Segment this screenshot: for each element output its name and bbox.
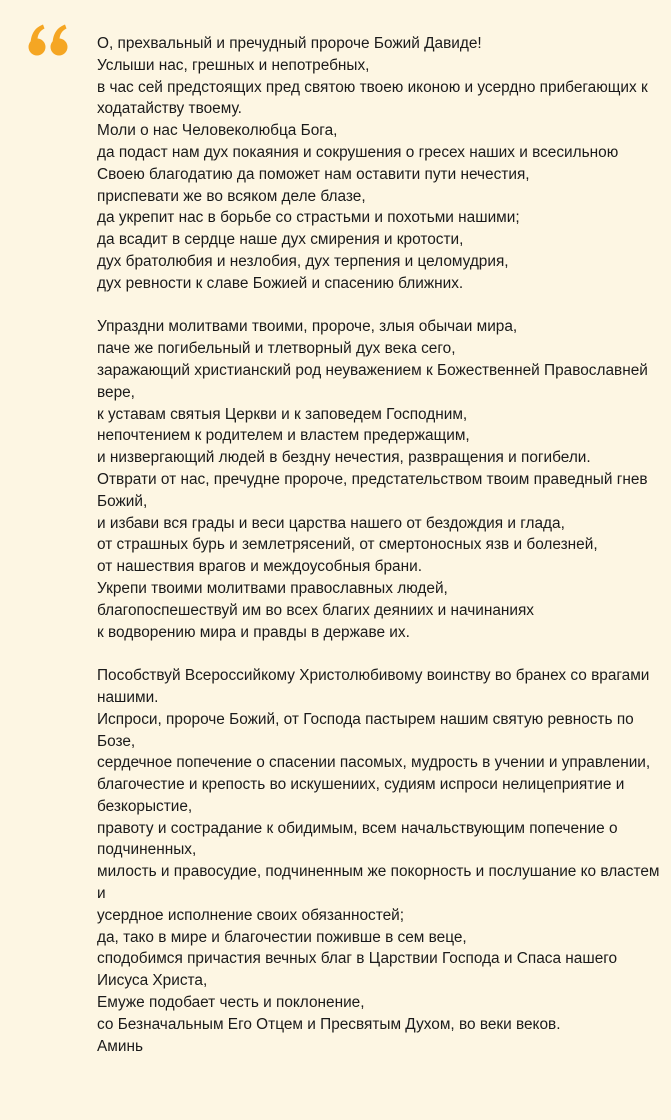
text-line: Испроси, пророче Божий, от Господа пастырем нашим святую ревность по Бозе, <box>97 710 634 750</box>
text-line: приспевати же во всяком деле блазе, <box>97 187 366 205</box>
text-line: дух братолюбия и незлобия, дух терпения и целомудрия, <box>97 252 509 270</box>
text-line: сподобимся причастия вечных благ в Царствии Господа и Спаса нашего Иисуса Христа, <box>97 950 618 990</box>
text-line: Укрепи твоими молитвами православных людей, <box>97 579 448 597</box>
text-line: Аминь <box>97 1037 143 1055</box>
quote-mark-icon <box>26 10 74 58</box>
text-line: Услыши нас, грешных и непотребных, <box>97 56 370 74</box>
prayer-text <box>97 33 667 1057</box>
text-line: да всадит в сердце наше дух смирения и кротости, <box>97 231 464 249</box>
text-line: к водворению мира и правды в державе их. <box>97 623 410 641</box>
text-line: дух ревности к славе Божией и спасению ближних. <box>97 274 464 292</box>
text-line: Моли о нас Человеколюбца Бога, <box>97 122 338 140</box>
stanza <box>97 316 667 643</box>
text-line: благочестие и крепость во искушениих, судиям испроси нелицеприятие и безкорыстие, <box>97 776 625 815</box>
stanza <box>97 665 667 1057</box>
text-line: да, тако в мире и благочестии поживше в сем веце, <box>97 928 467 946</box>
text-line: да укрепит нас в борьбе со страстьми и похотьми нашими; <box>97 209 520 227</box>
text-line: правоту и сострадание к обидимым, всем начальствующим попечение о подчиненных, <box>97 819 618 859</box>
text-line: непочтением к родителем и властем предержащим, <box>97 427 470 445</box>
text-line: паче же погибельный и тлетворный дух века сего, <box>97 340 456 358</box>
text-line: и избави вся грады и веси царства нашего от бездождия и глада, <box>97 514 565 532</box>
text-line: Упраздни молитвами твоими, пророче, злыя обычаи мира, <box>97 318 518 336</box>
text-line: благопоспешествуй им во всех благих деяниих и начинаниях <box>97 601 535 619</box>
text-line: Отврати от нас, пречудне пророче, предстательством твоим праведный гнев Божий, <box>97 470 648 510</box>
text-line: заражающий христианский род неуважением к Божественней Православней вере, <box>97 361 648 401</box>
text-line: О, прехвальный и пречудный пророче Божий Давиде! <box>97 35 482 52</box>
text-line: Емуже подобает честь и поклонение, <box>97 994 365 1012</box>
text-line: со Безначальным Его Отцем и Пресвятым Духом, во веки веков. <box>97 1015 561 1033</box>
text-line: и низвергающий людей в бездну нечестия, развращения и погибели. <box>97 449 591 467</box>
text-line: в час сей предстоящих пред святою твоею иконою и усердно прибегающих к ходатайству твоему. <box>97 78 648 118</box>
text-line: да подаст нам дух покаяния и сокрушения о гресех наших и всесильною Своею благодатию да поможет нам оставити пути нечестия, <box>97 143 619 183</box>
text-line: милость и правосудие, подчиненным же покорность и послушание ко властем и <box>97 863 660 903</box>
stanza <box>97 33 667 295</box>
text-line: усердное исполнение своих обязанностей; <box>97 906 405 924</box>
text-line: от страшных бурь и землетрясений, от смертоносных язв и болезней, <box>97 536 598 554</box>
text-line: к уставам святыя Церкви и к заповедем Господним, <box>97 405 468 423</box>
text-line: сердечное попечение о спасении пасомых, мудрость в учении и управлении, <box>97 754 651 772</box>
text-line: от нашествия врагов и междоусобныя брани. <box>97 558 422 576</box>
text-line: Пособствуй Всероссийкому Христолюбивому воинству во бранех со врагами нашими. <box>97 667 650 706</box>
